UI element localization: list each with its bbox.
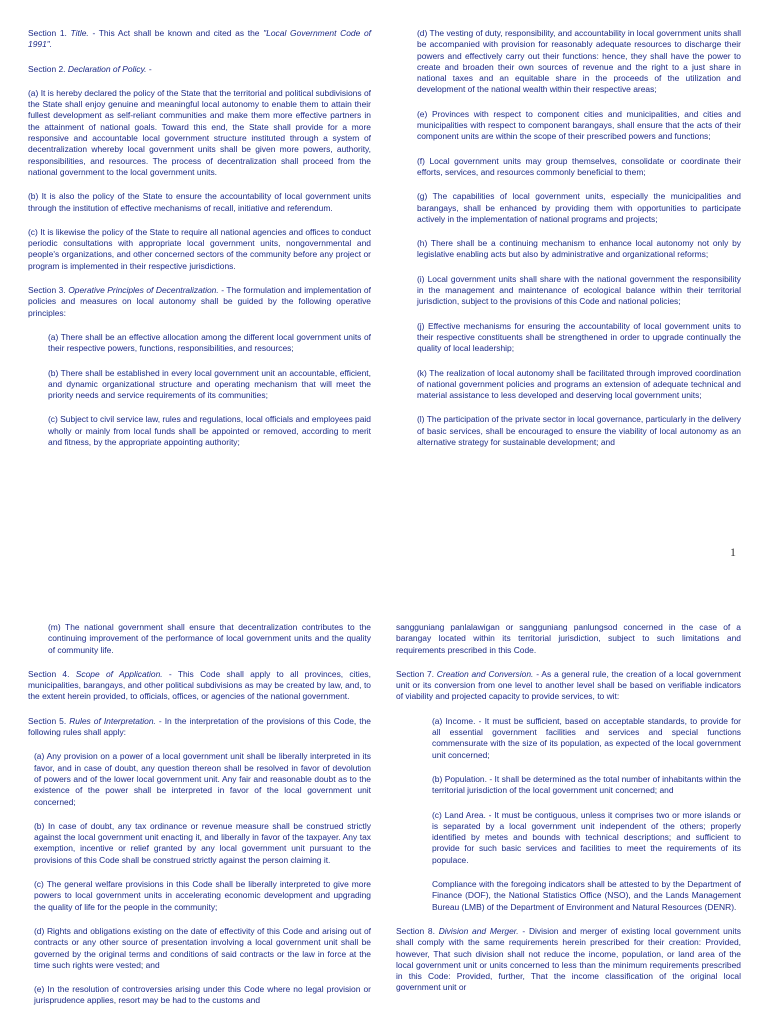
section-3 — [28, 285, 371, 319]
section-2-a: (a) It is hereby declared the policy of the State that the territorial and political subdivisions of the State shall enjoy genuine and meaningful local autonomy to enable them to attain their fullest development as self-reliant communities and make them more effective partners in the attainment of national goals. Toward this end, the State shall provide for a more responsive and accountable local government structure instituted through a system of decentralization whereby local government units shall be given more powers, authority, responsibilities, and resources. The process of decentralization shall proceed from the national government to the local government units. — [28, 87, 371, 177]
section-4-label: Section 4. — [28, 668, 70, 679]
section-8 — [396, 926, 741, 994]
page-separator — [0, 580, 768, 604]
section-5-label: Section 5. — [28, 715, 67, 726]
section-7-c: (c) Land Area. - It must be contiguous, unless it comprises two or more islands or is separated by a local government unit independent of the others; properly identified by metes and bounds with technical descriptions; and sufficient to provide for such basic services and facilities to meet the requirements of its populace. — [432, 809, 741, 865]
section-3-g: (g) The capabilities of local government units, especially the municipalities and barangays, shall be enhanced by providing them with opportunities to participate actively in the implementation of national programs and projects; — [417, 191, 741, 224]
section-2-dash: - — [146, 63, 152, 74]
section-4-text: - This Code shall apply to all provinces, cities, municipalities, barangays, and other political subdivisions as may be created by law, and, to the extent herein provided, to officials, offices, or agencies of the national government. — [28, 668, 371, 702]
section-7-text: - As a general rule, the creation of a local government unit or its conversion from one level to another level shall be based on verifiable indicators of viability and projected capacity to provide services, to wit: — [396, 668, 741, 702]
page2-left-column — [28, 622, 371, 1020]
section-2-b: (b) It is also the policy of the State to ensure the accountability of local government units through the institution of effective mechanisms of recall, initiative and referendum. — [28, 191, 371, 213]
page2-right-column — [396, 622, 741, 1007]
section-5-c: (c) The general welfare provisions in this Code shall be liberally interpreted to give more powers to local government units in accelerating economic development and upgrading the quality of life for the people in the community; — [34, 879, 371, 912]
section-3-title: Operative Principles of Decentralization. — [68, 285, 219, 296]
section-5-e: (e) In the resolution of controversies arising under this Code where no legal provision or jurisprudence applies, resort may be had to the customs and — [34, 984, 371, 1006]
section-7-b: (b) Population. - It shall be determined as the total number of inhabitants within the territorial jurisdiction of the local government unit concerned; and — [432, 773, 741, 796]
section-1-quote: "Local Government Code of 1991". — [28, 28, 371, 50]
section-5 — [28, 716, 371, 739]
section-1 — [28, 28, 371, 51]
section-7-title: Creation and Conversion. — [436, 668, 534, 679]
section-3-k: (k) The realization of local autonomy shall be facilitated through improved coordination of national government policies and programs an extension of adequate technical and material assistance to less developed and deserving local government units; — [417, 367, 741, 401]
section-6-continued: sangguniang panlalawigan or sangguniang panlungsod concerned in the case of a barangay located within its territorial jurisdiction, subject to such limitations and requirements prescribed in this Code. — [396, 622, 741, 655]
section-7-label: Section 7. — [396, 668, 434, 679]
section-3-c: (c) Subject to civil service law, rules and regulations, local officials and employees paid wholly or mainly from local funds shall be appointed or removed, according to merit and fitness, by the appropriate appointing authority; — [48, 414, 371, 448]
page-number: 1 — [730, 545, 736, 559]
section-2-title: Declaration of Policy. — [67, 63, 147, 74]
section-7-compliance: Compliance with the foregoing indicators shall be attested to by the Department of Finance (DOF), the National Statistics Office (NSO), and the Lands Management Bureau (LMB) of the Department of Environment and Natural Resources (DENR). — [432, 879, 741, 912]
page1-right-column — [417, 28, 741, 461]
section-2-c: (c) It is likewise the policy of the State to require all national agencies and offices to conduct periodic consultations with appropriate local government units, nongovernmental and people's organizations, and other concerned sectors of the community before any project or program is implemented in their respective jurisdictions. — [28, 226, 371, 271]
section-7 — [396, 669, 741, 703]
section-1-label: Section 1. — [28, 28, 67, 38]
section-2-label: Section 2. — [28, 63, 66, 74]
section-3-j: (j) Effective mechanisms for ensuring the accountability of local government units to their respective constituents shall be strengthened in order to upgrade continually the quality of local leadership; — [417, 320, 741, 354]
section-3-label: Section 3. — [28, 285, 66, 296]
section-5-a: (a) Any provision on a power of a local government unit shall be liberally interpreted in its favor, and in case of doubt, any question thereon shall be resolved in favor of devolution of powers and of the lower local government unit. Any fair and reasonable doubt as to the existence of the power shall be interpreted in favor of the local government unit concerned; — [34, 751, 371, 807]
section-4 — [28, 669, 371, 703]
section-3-m: (m) The national government shall ensure that decentralization contributes to the continuing improvement of the performance of local government units and the quality of community life. — [48, 622, 371, 655]
section-5-d: (d) Rights and obligations existing on the date of effectivity of this Code and arising out of contracts or any other source of presentation involving a local government unit shall be governed by the original terms and conditions of said contracts or the law in force at the time such rights were vested; and — [34, 925, 371, 970]
section-5-b: (b) In case of doubt, any tax ordinance or revenue measure shall be construed strictly against the local government unit enacting it, and liberally in favor of the taxpayer. Any tax exemption, incentive or relief granted by any local government unit pursuant to the provisions of this Code shall be construed strictly against the person claiming it. — [34, 820, 371, 865]
section-1-title: Title. — [70, 28, 89, 38]
section-7-a: (a) Income. - It must be sufficient, based on acceptable standards, to provide for all essential government facilities and services and special functions commensurate with the size of its population, as expected of the local government unit concerned; — [432, 715, 741, 760]
section-2-heading — [28, 64, 371, 75]
section-3-d: (d) The vesting of duty, responsibility, and accountability in local government units shall be accompanied with provision for reasonably adequate resources to discharge their powers and effectively carry out their functions: hence, they shall have the power to create and broaden their own sources of revenue and the right to a just share in national taxes and an equitable share in the proceeds of the utilization and development of the national wealth within their respective areas; — [417, 28, 741, 95]
section-3-h: (h) There shall be a continuing mechanism to enhance local autonomy not only by legislative enabling acts but also by administrative and organizational reforms; — [417, 238, 741, 260]
document-page-2 — [0, 604, 768, 1024]
section-8-label: Section 8. — [396, 925, 435, 936]
section-3-f: (f) Local government units may group themselves, consolidate or coordinate their efforts, services, and resources commonly beneficial to them; — [417, 155, 741, 177]
section-3-e: (e) Provinces with respect to component cities and municipalities, and cities and municipalities with respect to component barangays, shall ensure that the acts of their component units are within the scope of their prescribed powers and functions; — [417, 108, 741, 142]
section-3-l: (l) The participation of the private sector in local governance, particularly in the delivery of basic services, shall be encouraged to ensure the viability of local autonomy as an alternative strategy for sustainable development; and — [417, 414, 741, 448]
section-5-title: Rules of Interpretation. — [69, 715, 156, 726]
page1-left-column — [28, 28, 371, 461]
section-1-text: - This Act shall be known and cited as the — [88, 28, 264, 38]
section-3-i: (i) Local government units shall share with the national government the responsibility in the management and maintenance of ecological balance within their territorial jurisdiction, subject to the provisions of this Code and national policies; — [417, 273, 741, 307]
section-8-title: Division and Merger. — [438, 925, 519, 936]
section-4-title: Scope of Application. — [75, 668, 163, 679]
section-3-text: - The formulation and implementation of policies and measures on local autonomy shall be guided by the following operative principles: — [28, 285, 371, 318]
section-5-text: - In the interpretation of the provisions of this Code, the following rules shall apply: — [28, 715, 371, 738]
section-3-b: (b) There shall be established in every local government unit an accountable, efficient, and dynamic organizational structure and operating mechanism that will meet the priority needs and service requirements of its communities; — [48, 367, 371, 401]
section-8-text: - Division and merger of existing local government units shall comply with the same requirements herein prescribed for their creation: Provided, however, That such division shall not reduce the income, population, or land area of the local government unit or units concerned to less than the minimum requirements prescribed in this Code: Provided, further, That the income classification of the original local government unit or — [396, 925, 741, 993]
section-3-a: (a) There shall be an effective allocation among the different local government units of their respective powers, functions, responsibilities, and resources; — [48, 331, 371, 354]
